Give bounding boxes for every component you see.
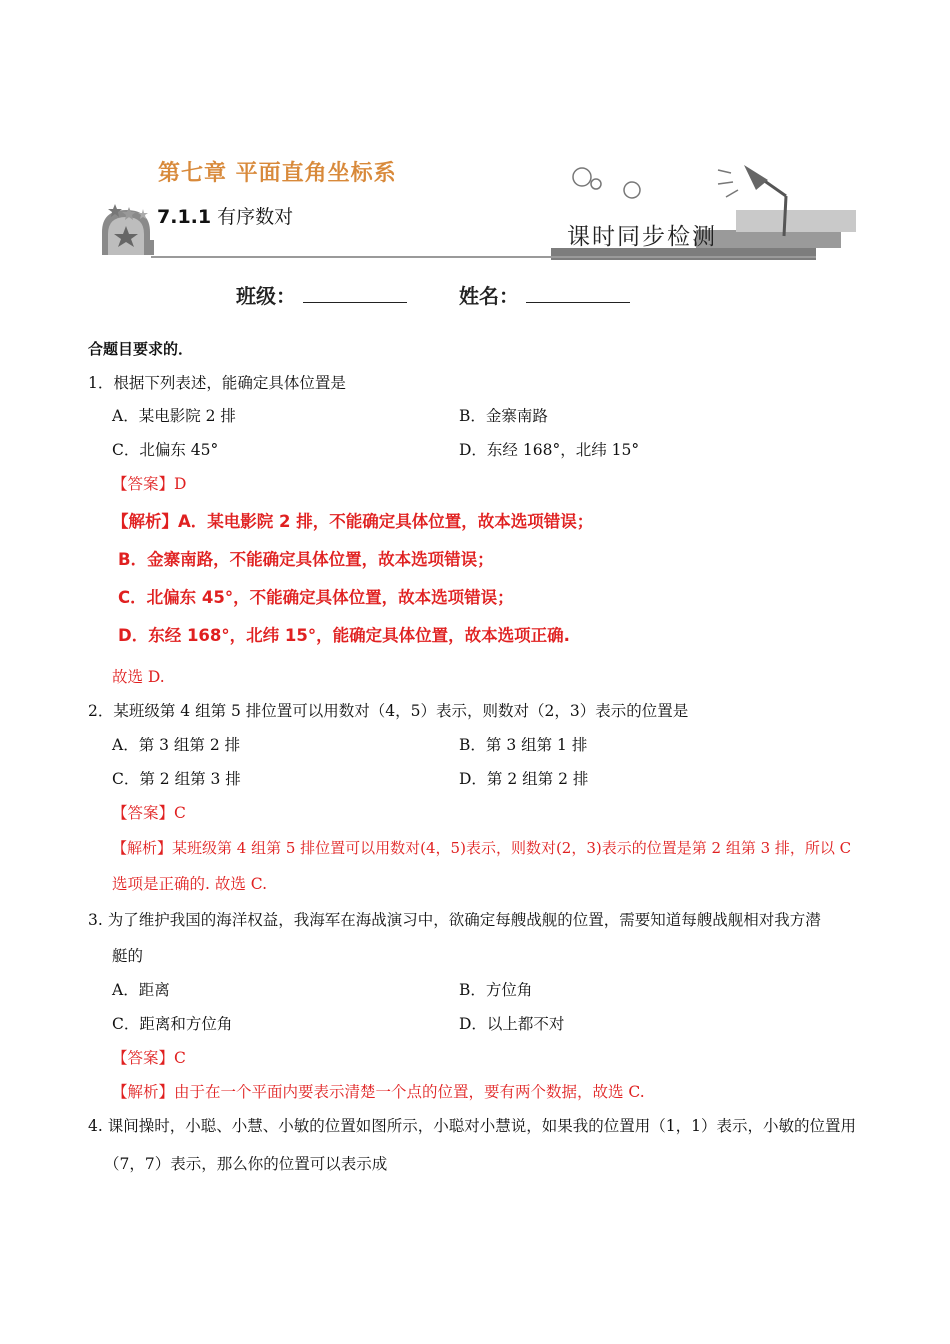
q1-analysis-1: 【解析】A．某电影院 2 排，不能确定具体位置，故本选项错误； xyxy=(112,512,594,531)
q1-stem: 1．根据下列表述，能确定具体位置是 xyxy=(88,374,346,392)
q1-analysis-4: D．东经 168°，北纬 15°，能确定具体位置，故本选项正确. xyxy=(118,626,570,645)
q2-analysis-2: 选项是正确的. 故选 C. xyxy=(112,875,268,893)
section-heading xyxy=(157,202,293,229)
class-label: 班级： xyxy=(236,284,296,308)
banner-text: 课时同步检测 xyxy=(567,224,717,250)
q3-analysis: 【解析】由于在一个平面内要表示清楚一个点的位置，要有两个数据，故选 C. xyxy=(112,1083,645,1101)
q3-option-b: B．方位角 xyxy=(459,981,533,999)
q2-option-d: D．第 2 组第 2 排 xyxy=(459,770,589,788)
q3-option-a: A．距离 xyxy=(112,981,170,999)
q4-stem-1: 4. 课间操时，小聪、小慧、小敏的位置如图所示，小聪对小慧说，如果我的位置用（1，1）表示，小敏的位置用 xyxy=(88,1117,856,1135)
class-blank[interactable] xyxy=(303,282,407,303)
q3-answer: 【答案】C xyxy=(112,1049,186,1067)
q1-option-d: D．东经 168°，北纬 15° xyxy=(459,441,640,459)
q2-option-b: B．第 3 组第 1 排 xyxy=(459,736,588,754)
q1-answer: 【答案】D xyxy=(112,475,187,493)
q3-stem-1: 3. 为了维护我国的海洋权益，我海军在海战演习中，欲确定每艘战舰的位置，需要知道每艘战舰相对我方潜 xyxy=(88,911,821,929)
star-badge-icon xyxy=(102,204,154,255)
q4-stem-2: （7，7）表示，那么你的位置可以表示成 xyxy=(104,1155,388,1173)
section-number: 7.1.1 xyxy=(157,206,212,228)
q2-analysis-1: 【解析】某班级第 4 组第 5 排位置可以用数对(4，5)表示，则数对(2，3)表示的位置是第 2 组第 3 排，所以 C xyxy=(112,839,852,857)
q3-option-d: D．以上都不对 xyxy=(459,1015,565,1033)
class-field xyxy=(236,280,407,309)
q2-stem: 2．某班级第 4 组第 5 排位置可以用数对（4，5）表示，则数对（2，3）表示的位置是 xyxy=(88,702,689,720)
q1-option-b: B．金寨南路 xyxy=(459,407,548,425)
q3-stem-2: 艇的 xyxy=(112,947,144,965)
q2-answer: 【答案】C xyxy=(112,804,186,822)
intro-text: 合题目要求的． xyxy=(88,340,194,358)
q1-analysis-2: B．金寨南路，不能确定具体位置，故本选项错误； xyxy=(118,550,494,569)
section-title: 有序数对 xyxy=(217,206,294,228)
q3-option-c: C．距离和方位角 xyxy=(112,1015,233,1033)
q1-conclusion: 故选 D. xyxy=(112,668,165,686)
chapter-title: 第七章 平面直角坐标系 xyxy=(158,161,397,186)
q1-analysis-3: C．北偏东 45°，不能确定具体位置，故本选项错误； xyxy=(118,588,514,607)
q1-option-a: A．某电影院 2 排 xyxy=(112,407,236,425)
name-blank[interactable] xyxy=(526,282,630,303)
name-label: 姓名： xyxy=(459,284,519,308)
name-field xyxy=(459,280,630,309)
q2-option-c: C．第 2 组第 3 排 xyxy=(112,770,241,788)
q2-option-a: A．第 3 组第 2 排 xyxy=(112,736,241,754)
q1-option-c: C．北偏东 45° xyxy=(112,441,219,459)
